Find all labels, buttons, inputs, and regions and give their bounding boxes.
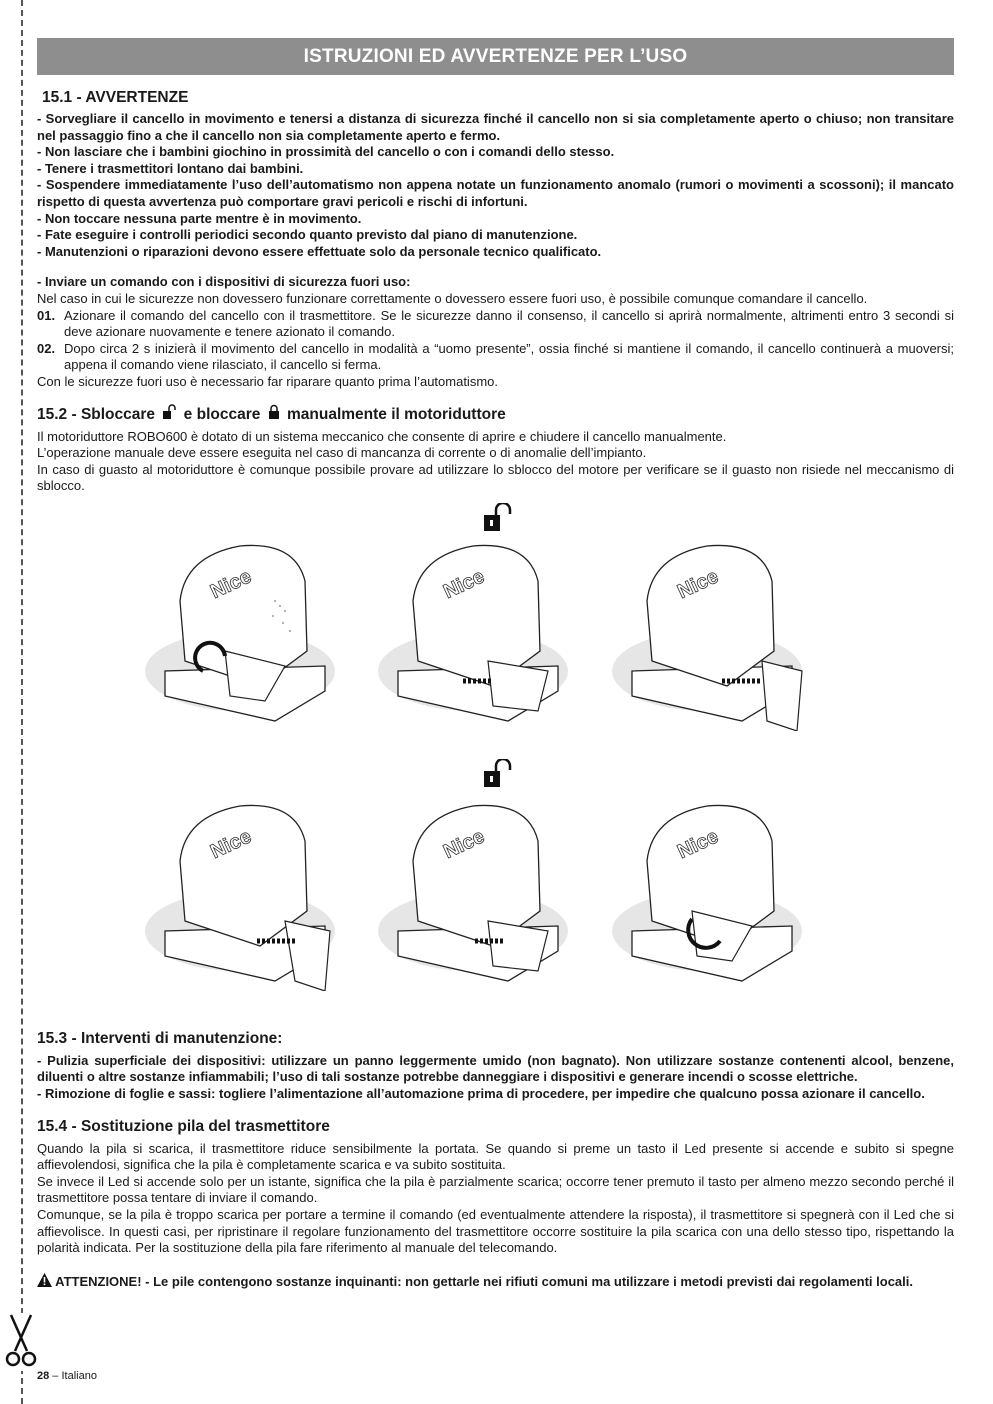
paragraph: - Rimozione di foglie e sassi: togliere l’alimentazione all’automazione prima di procedere, per impedire che qualcuno possa azionare il cancello. — [37, 1086, 925, 1102]
unlock-icon — [482, 759, 518, 789]
svg-text:Nice: Nice — [440, 825, 488, 864]
cut-line — [21, 0, 23, 1404]
step-number: 01. — [37, 307, 56, 323]
paragraph: Il motoriduttore ROBO600 è dotato di un sistema meccanico che consente di aprire e chiudere il cancello manualmente. — [37, 428, 727, 444]
unlock-illustrations — [37, 501, 954, 1029]
motor-illustration — [612, 791, 807, 991]
section-15-3-title: 15.3 - Interventi di manutenzione: — [37, 1029, 283, 1047]
warning-item: - Non toccare nessuna parte mentre è in movimento. — [37, 210, 362, 226]
language-label: – Italiano — [49, 1370, 97, 1382]
warning-item: - Fate eseguire i controlli periodici secondo quanto previsto dal piano di manutenzione. — [37, 227, 578, 243]
warning-item: - Non lasciare che i bambini giochino in prossimità del cancello o con i comandi dello stesso. — [37, 144, 615, 160]
step-number: 02. — [37, 340, 56, 356]
warnings-list — [37, 111, 954, 260]
subsection-title: - Inviare un comando con i dispositivi di sicurezza fuori uso: — [37, 274, 411, 290]
section-15-1-title: 15.1 - AVVERTENZE — [42, 89, 189, 106]
title-part: manualmente il motoriduttore — [286, 405, 506, 423]
unlock-icon — [482, 503, 518, 533]
step-item — [37, 308, 954, 341]
step-text: Azionare il comando del cancello con il trasmettitore. Se le sicurezze danno il consenso, il cancello si aprirà normalmente, altrimenti entro 3 secondi si deve azionare nuovamente e tenere azionato il comando. — [64, 307, 954, 340]
svg-text:Nice: Nice — [207, 825, 255, 864]
paragraph: L’operazione manuale deve essere eseguita nel caso di mancanza di corrente o di anomalie dell’impianto. — [37, 445, 647, 461]
paragraph: Quando la pila si scarica, il trasmettitore riduce sensibilmente la portata. Se quando si preme un tasto il Led presente si accende e subito si spegne affievolendosi, significa che la pila è completamente scarica e va subito sostituita. — [37, 1140, 954, 1173]
svg-text:Nice: Nice — [440, 565, 488, 604]
svg-text:Nice: Nice — [674, 825, 722, 864]
svg-text:Nice: Nice — [674, 565, 722, 604]
warning-text: ATTENZIONE! - Le pile contengono sostanze inquinanti: non gettarle nei rifiuti comuni ma utilizzare i metodi previsti dai regolamenti locali. — [55, 1273, 913, 1289]
page-footer — [37, 1370, 97, 1382]
warning-note — [37, 1273, 954, 1291]
motor-illustration — [145, 791, 340, 991]
unlock-icon — [162, 404, 176, 420]
warning-item: - Sospendere immediatamente l’uso dell’automatismo non appena notate un funzionamento anomalo (rumori o movimenti a scossoni); il mancato rispetto di questa avvertenza può comportare gravi pericoli e rischi di infortuni. — [37, 177, 954, 209]
paragraph: Nel caso in cui le sicurezze non dovessero funzionare correttamente o dovessero essere fuori uso, è possibile comunque comandare il cancello. — [37, 290, 868, 306]
section-15-2-title — [37, 404, 954, 425]
paragraph: In caso di guasto al motoriduttore è comunque possibile provare ad utilizzare lo sblocco del motore per verificare se il guasto non risiede nel meccanismo di sblocco. — [37, 461, 954, 494]
warning-item: - Manutenzioni o riparazioni devono essere effettuate solo da personale tecnico qualificato. — [37, 243, 602, 259]
step-item — [37, 341, 954, 374]
page-number: 28 — [37, 1370, 50, 1382]
paragraph: Con le sicurezze fuori uso è necessario far riparare quanto prima l’automatismo. — [37, 373, 498, 389]
page-content — [37, 88, 954, 1290]
section-15-4-title: 15.4 - Sostituzione pila del trasmettitore — [37, 1117, 330, 1135]
paragraph: - Pulizia superficiale dei dispositivi: utilizzare un panno leggermente umido (non bagnato). Non utilizzare sostanze contenenti alcool, benzene, diluenti o altre sostanze infiammabili; l’uso di tali sostanze potrebbe danneggiare i dispositivi e generare incendi o scosse elettriche. — [37, 1052, 954, 1085]
page-header: ISTRUZIONI ED AVVERTENZE PER L’USO — [37, 38, 954, 75]
paragraph: Se invece il Led si accende solo per un istante, significa che la pila è parzialmente scarica; occorre tener premuto il tasto per almeno mezzo secondo perché il trasmettitore possa tentare di inviare il comando. — [37, 1173, 954, 1206]
lock-icon — [268, 404, 280, 420]
step-text: Dopo circa 2 s inizierà il movimento del cancello in modalità a “uomo presente”, ossia finché si mantiene il comando, il cancello continuerà a muoversi; appena il comando viene rilasciato, il cancello si ferma. — [64, 340, 954, 373]
motor-illustration — [145, 531, 340, 731]
paragraph: Comunque, se la pila è troppo scarica per portare a termine il comando (ed eventualmente attendere la risposta), il trasmettitore si spegnerà con il Led che si affievolisce. In questi casi, per ripristinare il regolare funzionamento del trasmettitore occorre sostituire la pila scarica con una dello stesso tipo, rispettando la polarità indicata. Per la sostituzione della pila fare riferimento al manuale del telecomando. — [37, 1207, 954, 1256]
title-part: e bloccare — [183, 405, 261, 423]
motor-illustration — [612, 531, 807, 731]
warning-icon — [37, 1273, 52, 1287]
motor-illustration — [378, 531, 573, 731]
title-part: 15.2 - Sbloccare — [37, 405, 156, 423]
scissors-icon — [3, 1313, 39, 1371]
motor-illustration — [378, 791, 573, 991]
svg-text:Nice: Nice — [207, 565, 255, 604]
warning-item: - Sorvegliare il cancello in movimento e tenersi a distanza di sicurezza finché il cancello non si sia completamente aperto o chiuso; non transitare nel passaggio fino a che il cancello non sia completamente aperto e fermo. — [37, 111, 954, 143]
warning-item: - Tenere i trasmettitori lontano dai bambini. — [37, 160, 304, 176]
